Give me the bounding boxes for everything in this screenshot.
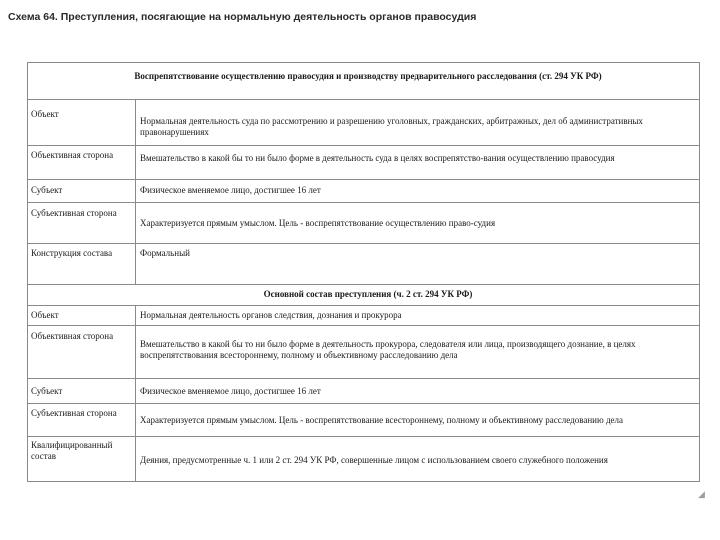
s2-row-value-subject: Физическое вменяемое лицо, достигшее 16 лет	[140, 386, 321, 396]
s1-row-label-construction: Конструкция состава	[31, 248, 113, 258]
s1-row-value-subjective-side: Характеризуется прямым умыслом. Цель - воспрепятствование осуществлению право-судия	[140, 218, 496, 228]
s1-row-label-objective-side: Объективная сторона	[31, 150, 114, 160]
s1-row-label-object: Объект	[31, 109, 59, 119]
s1-row-label-subjective-side: Субъективная сторона	[31, 208, 117, 218]
row-divider	[28, 145, 699, 146]
s1-row-value-object: Нормальная деятельность суда по рассмотрению и разрешению уголовных, гражданских, арбитражных, дел об административных правонарушениях	[140, 116, 643, 137]
s1-row-label-subject: Субъект	[31, 185, 63, 195]
s2-row-value-subjective-side: Характеризуется прямым умыслом. Цель - воспрепятствование всестороннему, полному и объективному расследованию дела	[140, 415, 624, 425]
s2-row-value-object: Нормальная деятельность органов следствия, дознания и прокурора	[140, 310, 402, 320]
section-divider	[28, 284, 699, 285]
column-divider	[135, 305, 136, 482]
s1-row-value-objective-side: Вмешательство в какой бы то ни было форме в деятельность суда в целях воспрепятство-вания осуществлению правосудия	[140, 153, 615, 163]
s2-row-label-object: Объект	[31, 310, 59, 320]
row-divider	[28, 202, 699, 203]
s2-row-label-subjective-side: Субъективная сторона	[31, 408, 117, 418]
divider	[28, 305, 699, 306]
row-divider	[28, 179, 699, 180]
page-heading: Схема 64. Преступления, посягающие на нормальную деятельность органов правосудия	[8, 11, 477, 23]
row-divider	[28, 436, 699, 437]
s2-row-label-qualified: Квалифицированный состав	[31, 440, 113, 461]
s1-row-value-subject: Физическое вменяемое лицо, достигшее 16 лет	[140, 185, 321, 195]
divider	[28, 99, 699, 100]
section2-title: Основной состав преступления (ч. 2 ст. 294 УК РФ)	[263, 289, 473, 299]
column-divider	[135, 99, 136, 284]
section1-title: Воспрепятствование осуществлению правосудия и производству предварительного расследования (ст. 294 УК РФ)	[134, 71, 602, 81]
row-divider	[28, 325, 699, 326]
resize-handle-icon[interactable]: ◢	[698, 490, 705, 500]
row-divider	[28, 243, 699, 244]
row-divider	[28, 403, 699, 404]
s2-row-label-subject: Субъект	[31, 386, 63, 396]
s2-row-value-qualified: Деяния, предусмотренные ч. 1 или 2 ст. 294 УК РФ, совершенные лицом с использованием своего служебного положения	[140, 455, 608, 465]
s1-row-value-construction: Формальный	[140, 248, 190, 258]
crime-scheme-table	[27, 62, 700, 482]
s2-row-value-objective-side: Вмешательство в какой бы то ни было форме в деятельность прокурора, следователя или лица, производящего дознание, в целях воспрепятствования всестороннему, полному и объективному расследованию дела	[140, 339, 636, 360]
s2-row-label-objective-side: Объективная сторона	[31, 331, 114, 341]
row-divider	[28, 378, 699, 379]
